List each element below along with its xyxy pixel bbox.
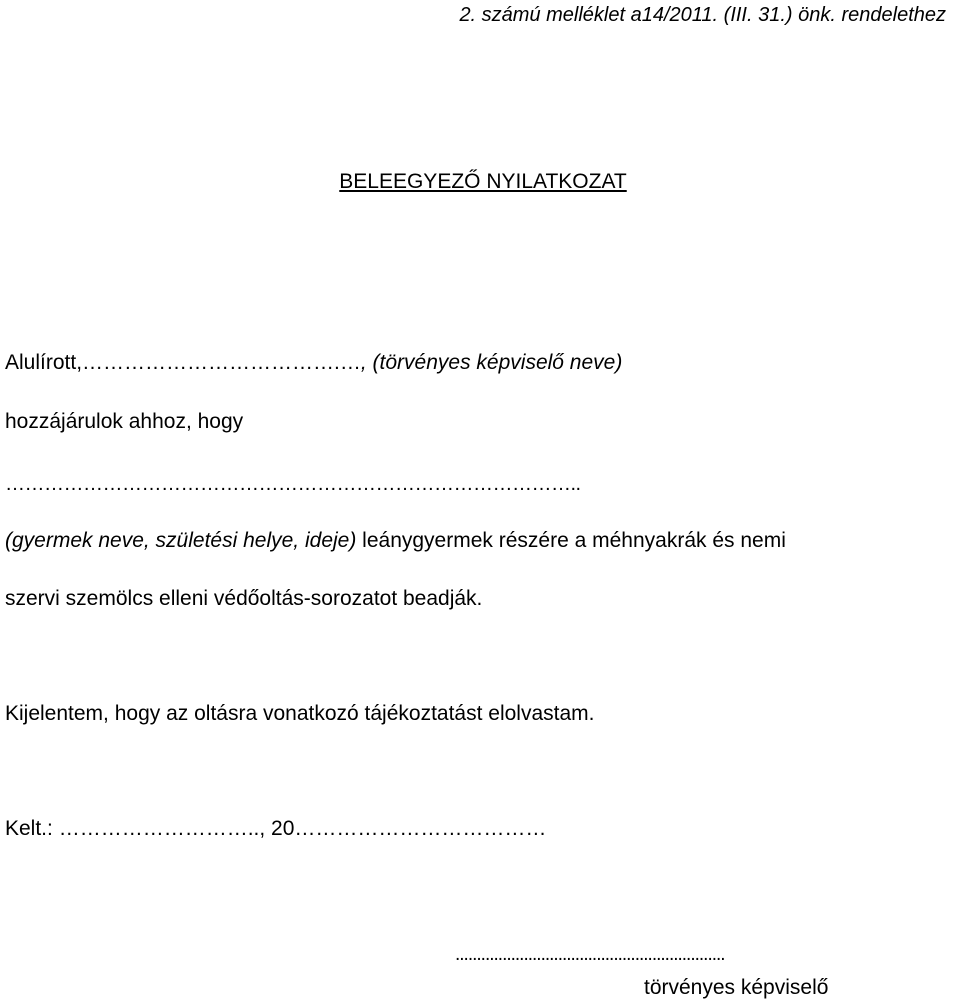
vaccine-text-a: leánygyermek részére a méhnyakrák és nemi: [356, 529, 786, 552]
undersigned-label: Alulírott,: [5, 351, 83, 374]
annex-header: 2. számú melléklet a14/2011. (III. 31.) önk. rendelethez: [459, 4, 946, 26]
guardian-name-note: , (törvényes képviselő neve): [360, 351, 623, 374]
document-title: BELEEGYEZŐ NYILATKOZAT: [339, 170, 627, 193]
date-label: Kelt.:: [5, 817, 53, 840]
signature-label: törvényes képviselő: [644, 976, 829, 999]
declaration-line: Kijelentem, hogy az oltásra vonatkozó tájékoztatást elolvastam.: [5, 702, 595, 725]
signature-blank: ...............................................................: [455, 944, 725, 965]
consent-line: hozzájárulok ahhoz, hogy: [5, 410, 244, 433]
guardian-name-blank: ……………………………….…: [82, 351, 361, 374]
vaccine-line-1: [5, 530, 786, 551]
child-details-blank: ……………………………………………………………………………..: [5, 473, 581, 495]
date-line: [5, 818, 546, 839]
child-details-note: (gyermek neve, születési helye, ideje): [5, 529, 357, 552]
vaccine-line-2: szervi szemölcs elleni védőoltás-sorozatot beadják.: [5, 587, 483, 610]
year-prefix: , 20: [259, 817, 295, 840]
place-blank: ………………………..: [52, 817, 260, 840]
undersigned-line: [5, 352, 622, 373]
year-blank: ………………………………: [294, 817, 547, 840]
